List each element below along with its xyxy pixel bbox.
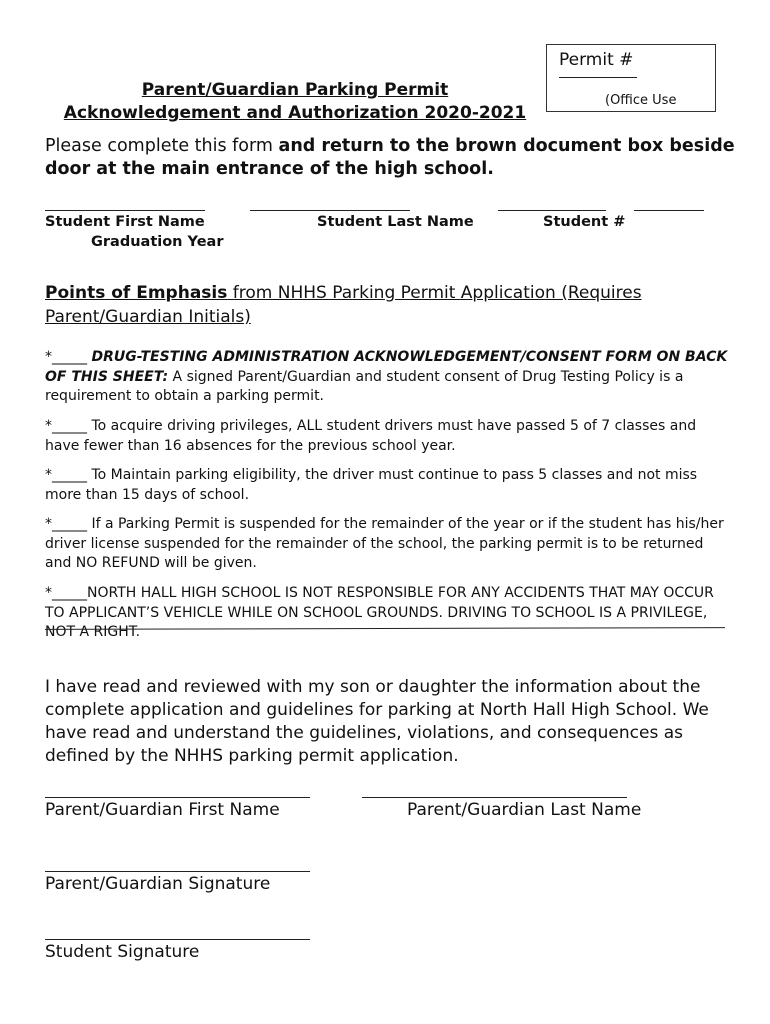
student-number-label: Student # [543, 214, 626, 230]
emphasis-item-parking-eligibility [45, 466, 730, 505]
parent-last-name-field[interactable] [362, 797, 627, 798]
initials-blank[interactable]: *_____ [45, 516, 92, 532]
item-text: To acquire driving privileges, ALL student drivers must have passed 5 of 7 classes and have fewer than 16 absences for the previous school year. [45, 418, 697, 454]
initials-blank[interactable]: *_____ [45, 418, 92, 434]
item-bold-heading: DRUG-TESTING ADMINISTRATION ACKNOWLEDGEMENT/CONSENT FORM ON BACK OF THIS SHEET: [45, 349, 728, 385]
student-last-name-label: Student Last Name [317, 214, 474, 230]
item-text: If a Parking Permit is suspended for the remainder of the year or if the student has his/her driver license suspended for the remainder of the school, the parking permit is to be returned and NO REFUND will be given. [45, 516, 724, 571]
poe-heading-bold: Points of Emphasis [45, 283, 228, 303]
student-first-name-label: Student First Name [45, 214, 205, 230]
item-text: To Maintain parking eligibility, the driver must continue to pass 5 classes and not miss more than 15 days of school. [45, 467, 698, 503]
form-title-line2: Acknowledgement and Authorization 2020-2021 [63, 103, 527, 123]
emphasis-item-driving-privileges [45, 417, 730, 456]
emphasis-item-suspension [45, 515, 730, 574]
acknowledgement-paragraph: I have read and reviewed with my son or daughter the information about the complete application and guidelines for parking at North Hall High School. We have read and understand the guidelines, violations, and consequences as defined by the NHHS parking permit application. [45, 677, 709, 766]
student-first-name-field[interactable] [45, 210, 205, 211]
parent-first-name-field[interactable] [45, 797, 310, 798]
emphasis-item-liability [45, 584, 730, 643]
permit-number-field[interactable] [559, 77, 637, 78]
item-text: A signed Parent/Guardian and student consent of Drug Testing Policy is a requirement to obtain a parking permit. [45, 368, 684, 404]
permit-number-label: Permit # [559, 50, 634, 70]
graduation-year-label: Graduation Year [91, 234, 224, 250]
parent-first-name-label: Parent/Guardian First Name [45, 800, 280, 820]
item-text: NORTH HALL HIGH SCHOOL IS NOT RESPONSIBLE FOR ANY ACCIDENTS THAT MAY OCCUR TO APPLICANT’S VEHICLE WHILE ON SCHOOL GROUNDS. DRIVING TO SCHOOL IS A PRIVILEGE, NOT A RIGHT. [45, 585, 714, 640]
instructions-bold: and return to the brown document box beside door at the main entrance of the high school. [45, 136, 735, 179]
instructions-normal: Please complete this form [45, 136, 279, 156]
graduation-year-field[interactable] [634, 210, 704, 211]
emphasis-item-drug-testing [45, 348, 730, 407]
student-number-field[interactable] [498, 210, 606, 211]
form-title-line1: Parent/Guardian Parking Permit [141, 80, 449, 100]
poe-heading-rest: from NHHS Parking Permit Application (Requires Parent/Guardian Initials) [45, 283, 642, 327]
parent-signature-label: Parent/Guardian Signature [45, 874, 271, 894]
permit-office-box [546, 44, 716, 112]
points-of-emphasis-heading [45, 281, 735, 329]
parent-last-name-label: Parent/Guardian Last Name [407, 800, 642, 820]
parent-signature-field[interactable] [45, 871, 310, 872]
initials-blank[interactable]: *_____ [45, 467, 92, 483]
initials-blank[interactable]: *_____ [45, 585, 87, 601]
student-signature-field[interactable] [45, 939, 310, 940]
form-instructions [45, 135, 735, 181]
student-last-name-field[interactable] [250, 210, 410, 211]
office-use-label: (Office Use [605, 93, 677, 108]
student-signature-label: Student Signature [45, 942, 200, 962]
initials-blank[interactable]: *_____ [45, 349, 92, 365]
